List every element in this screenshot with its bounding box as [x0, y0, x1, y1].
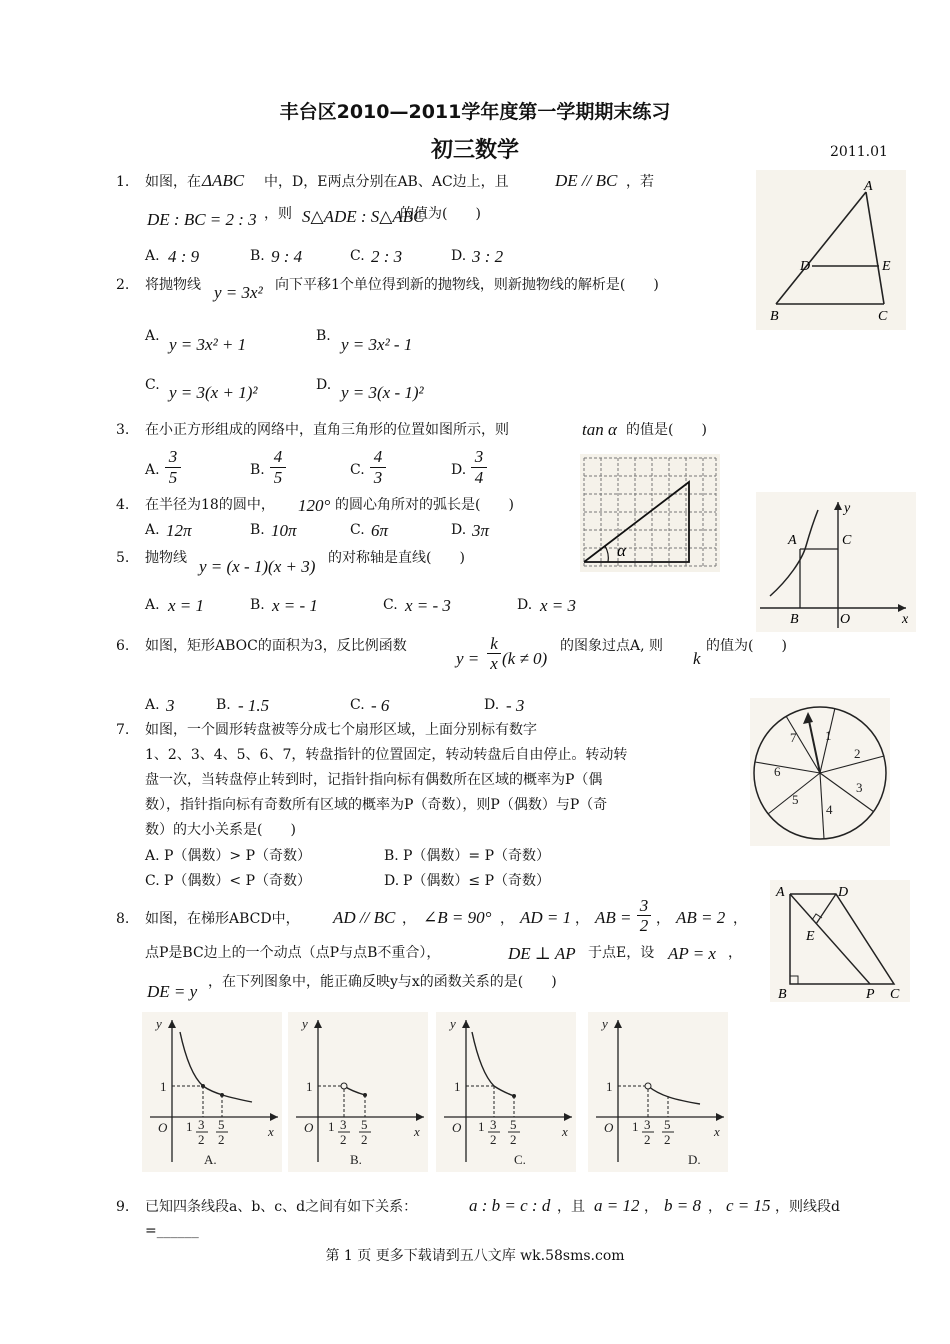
q8-graph-d: [588, 1012, 728, 1172]
q8d-one: 1: [606, 1079, 613, 1094]
q8-de: DE = y: [147, 982, 198, 1001]
q3-option-a-label: A.: [145, 462, 160, 478]
q9-answer-blank: =______: [145, 1223, 199, 1239]
q6-text: 如图，矩形ABOC的面积为3，反比例函数: [145, 638, 407, 654]
q8-ab2: AB = 2: [676, 908, 726, 927]
q6-option-a: 3: [166, 696, 175, 715]
q8-sep-5: ，: [733, 911, 747, 927]
q1-text-b: 中，D，E两点分别在AB、AC边上，且: [264, 174, 509, 190]
q6-option-d-label: D.: [484, 697, 500, 713]
q7-sector-2: 2: [854, 746, 861, 761]
q8c-tick-one: 1: [478, 1119, 485, 1134]
q9-text-c: ，则线段d: [775, 1199, 840, 1215]
q8b-t1n: 3: [340, 1117, 347, 1132]
q1-option-d: 3 : 2: [472, 247, 504, 266]
q8c-one: 1: [454, 1079, 461, 1094]
q6-text-c: 的值为( ): [706, 638, 787, 654]
q7-option-c: P（偶数）< P（奇数）: [164, 873, 312, 889]
q1-option-d-label: D.: [451, 248, 467, 264]
q8a-one: 1: [160, 1079, 167, 1094]
q2-option-c: y = 3(x + 1)²: [169, 383, 258, 402]
q2-number: 2.: [116, 277, 130, 293]
q8-label-c: C: [890, 987, 900, 1002]
q5-option-c-label: C.: [383, 597, 398, 613]
q8a-caption: A.: [204, 1152, 217, 1167]
q7-option-b-label: B.: [384, 848, 399, 864]
q1-label-a: A: [864, 179, 873, 194]
q7-line-5: 数）的大小关系是( ): [145, 822, 296, 838]
q3-option-a: 3 5: [165, 447, 181, 488]
q8-text: 如图，在梯形ABCD中，: [145, 911, 300, 927]
q7-sector-1: 1: [825, 728, 832, 743]
exam-date: 2011.01: [830, 144, 888, 160]
q4-option-b-label: B.: [250, 522, 265, 538]
q5-option-a: x = 1: [168, 596, 205, 615]
q8d-t1n: 3: [644, 1117, 651, 1132]
q3-option-d: 3 4: [471, 447, 487, 488]
q9-text: 已知四条线段a、b、c、d之间有如下关系：: [145, 1199, 418, 1215]
q3-option-d-label: D.: [451, 462, 467, 478]
q8b-t2n: 5: [361, 1117, 368, 1132]
q9-sep-2: ，: [708, 1199, 722, 1215]
q8a-o: O: [158, 1120, 168, 1135]
q6-label-b: B: [790, 612, 799, 627]
q7-option-a: P（偶数）> P（奇数）: [164, 848, 312, 864]
q5-option-d-label: D.: [517, 597, 533, 613]
q8a-t2n: 5: [218, 1117, 225, 1132]
q8c-t1n: 3: [490, 1117, 497, 1132]
q8-perp: DE ⊥ AP: [508, 944, 576, 963]
q8a-t1n: 3: [198, 1117, 205, 1132]
q8-ab-fraction: 3 2: [637, 896, 651, 935]
q6-label-y: y: [844, 501, 851, 516]
q6-option-a-label: A.: [145, 697, 160, 713]
q8-angle: ∠B = 90°: [423, 908, 492, 927]
q7-option-d: P（偶数）≤ P（奇数）: [403, 873, 551, 889]
q1-label-d: D: [800, 259, 811, 274]
q1-text: 如图，在: [145, 174, 201, 190]
q7-sector-6: 6: [774, 764, 781, 779]
q8-label-d: D: [838, 885, 849, 900]
q8c-t2n: 5: [510, 1117, 517, 1132]
q8c-t2d: 2: [510, 1132, 517, 1147]
q7-line-3: 盘一次，当转盘停止转到时，记指针指向标有偶数所在区域的概率为P（偶: [145, 772, 603, 788]
q1-option-c: 2 : 3: [371, 247, 403, 266]
q8b-o: O: [304, 1120, 314, 1135]
q2-option-a-label: A.: [145, 328, 160, 344]
q4-option-d-label: D.: [451, 522, 467, 538]
q7-sector-7: 7: [790, 730, 797, 745]
q7-spinner-figure: [750, 698, 890, 846]
q4-text: 在半径为18的圆中，: [145, 497, 275, 513]
q8d-t2d: 2: [664, 1132, 671, 1147]
q9-ratio: a : b = c : d: [469, 1196, 551, 1215]
q7-option-a-label: A.: [145, 848, 160, 864]
q2-option-a: y = 3x² + 1: [169, 335, 247, 354]
q8b-y: y: [302, 1016, 308, 1031]
q7-number: 7.: [116, 722, 130, 738]
q8b-t1d: 2: [340, 1132, 347, 1147]
q5-option-b: x = - 1: [272, 596, 318, 615]
q4-text-b: 的圆心角所对的弧长是( ): [335, 497, 514, 513]
q6-label-c: C: [842, 533, 852, 548]
q7-line-1: 如图，一个圆形转盘被等分成七个扇形区域，上面分别标有数字: [145, 722, 537, 738]
q1-triangle: ΔABC: [202, 171, 245, 190]
q9-number: 9.: [116, 1199, 130, 1215]
q3-alpha-label: α: [617, 541, 626, 560]
q4-number: 4.: [116, 497, 130, 513]
q8c-caption: C.: [514, 1152, 526, 1167]
q8-text-4: ，在下列图象中，能正确反映y与x的函数关系的是( ): [208, 974, 557, 990]
q6-label-o: O: [840, 612, 851, 627]
q8-graph-b: [288, 1012, 428, 1172]
q1-text-c: ，若: [626, 174, 654, 190]
q1-text-d: ，则: [264, 206, 292, 222]
q8-ab-lhs: AB =: [595, 908, 632, 927]
q5-number: 5.: [116, 550, 130, 566]
q5-expr: y = (x - 1)(x + 3): [199, 557, 316, 576]
q4-option-c-label: C.: [350, 522, 365, 538]
q1-option-b-label: B.: [250, 248, 265, 264]
q8-graph-c: [436, 1012, 576, 1172]
q8b-x: x: [414, 1124, 420, 1139]
q6-option-c-label: C.: [350, 697, 365, 713]
q5-text: 抛物线: [145, 550, 187, 566]
q8c-x: x: [562, 1124, 568, 1139]
q8-text-2: 点P是BC边上的一个动点（点P与点B不重合），: [145, 945, 441, 961]
q8-graph-a: [142, 1012, 282, 1172]
q8-trapezoid-figure: [770, 880, 910, 1002]
q2-text: 将抛物线: [145, 277, 201, 293]
q8c-y: y: [450, 1016, 456, 1031]
q6-text-b: 的图象过点A, 则: [560, 638, 664, 654]
q3-text-b: 的值是( ): [626, 422, 707, 438]
q6-expr-k: k: [693, 649, 701, 668]
q4-option-a-label: A.: [145, 522, 160, 538]
q4-option-b: 10π: [271, 521, 297, 540]
q8-label-p: P: [866, 987, 875, 1002]
q2-option-d: y = 3(x - 1)²: [341, 383, 424, 402]
q6-option-b: - 1.5: [238, 696, 270, 715]
q8-label-e: E: [806, 929, 815, 944]
q2-expr: y = 3x²: [214, 283, 263, 302]
q1-number: 1.: [116, 174, 130, 190]
q2-option-b-label: B.: [316, 328, 331, 344]
q3-number: 3.: [116, 422, 130, 438]
q8c-t1d: 2: [490, 1132, 497, 1147]
q8-sep-6: ，: [728, 945, 742, 961]
q6-option-d: - 3: [506, 696, 525, 715]
q9-c: c = 15: [726, 1196, 771, 1215]
q3-grid-figure: [580, 454, 720, 572]
q8-ad: AD = 1: [520, 908, 572, 927]
q5-option-c: x = - 3: [405, 596, 451, 615]
q8a-t1d: 2: [198, 1132, 205, 1147]
q3-expr: tan α: [582, 420, 617, 439]
q4-option-a: 12π: [166, 521, 192, 540]
q8b-tick-one: 1: [328, 1119, 335, 1134]
q1-label-c: C: [878, 309, 888, 324]
page-footer: 第 1 页 更多下载请到五八文库 wk.58sms.com: [325, 1248, 625, 1264]
q3-text: 在小正方形组成的网络中，直角三角形的位置如图所示，则: [145, 422, 509, 438]
q8-label-a: A: [776, 885, 785, 900]
q1-text-e: 的值为( ): [400, 206, 481, 222]
q7-option-b: P（偶数）= P（奇数）: [403, 848, 551, 864]
q2-option-b: y = 3x² - 1: [341, 335, 413, 354]
q8b-t2d: 2: [361, 1132, 368, 1147]
q8-sep-4: ，: [656, 911, 670, 927]
q9-text-b: ，且: [557, 1199, 585, 1215]
q1-areas: S△ADE : S△ABC: [302, 207, 425, 226]
q3-option-c-label: C.: [350, 462, 365, 478]
q2-text-b: 向下平移1个单位得到新的抛物线，则新抛物线的解析是( ): [275, 277, 659, 293]
q1-option-a: 4 : 9: [168, 247, 200, 266]
q8d-x: x: [714, 1124, 720, 1139]
q6-number: 6.: [116, 638, 130, 654]
q2-option-c-label: C.: [145, 377, 160, 393]
q8a-y: y: [156, 1016, 162, 1031]
q4-option-d: 3π: [472, 521, 490, 540]
q1-triangle-figure: [756, 170, 906, 330]
q6-expr-lhs: y =: [456, 649, 480, 668]
q5-option-d: x = 3: [540, 596, 577, 615]
q8d-t2n: 5: [664, 1117, 671, 1132]
q8d-y: y: [602, 1016, 608, 1031]
q7-sector-4: 4: [826, 802, 833, 817]
q4-expr: 120°: [298, 496, 331, 515]
q8-number: 8.: [116, 911, 130, 927]
q7-line-2: 1、2、3、4、5、6、7，转盘指针的位置固定，转动转盘后自由停止。转动转: [145, 747, 628, 763]
q9-b: b = 8: [664, 1196, 701, 1215]
q8-sep-1: ，: [402, 911, 416, 927]
q3-option-b-label: B.: [250, 462, 265, 478]
q5-text-b: 的对称轴是直线( ): [328, 550, 465, 566]
q6-label-a: A: [788, 533, 797, 548]
q2-option-d-label: D.: [316, 377, 332, 393]
q1-parallel: DE // BC: [555, 171, 618, 190]
q1-label-b: B: [770, 309, 779, 324]
q6-option-b-label: B.: [216, 697, 231, 713]
q1-option-c-label: C.: [350, 248, 365, 264]
q7-option-d-label: D.: [384, 873, 400, 889]
q1-option-a-label: A.: [145, 248, 160, 264]
q8a-x: x: [268, 1124, 274, 1139]
q9-sep-1: ，: [644, 1199, 658, 1215]
q6-expr-rhs: (k ≠ 0): [502, 649, 548, 668]
q8-text-3: 于点E，设: [588, 945, 655, 961]
q6-expr-frac: k x: [487, 634, 501, 673]
q8b-caption: B.: [350, 1152, 362, 1167]
q8-label-b: B: [778, 987, 787, 1002]
q8d-tick-one: 1: [632, 1119, 639, 1134]
q8d-caption: D.: [688, 1152, 701, 1167]
q5-option-b-label: B.: [250, 597, 265, 613]
q7-line-4: 数），指针指向标有奇数所有区域的概率为P（奇数），则P（偶数）与P（奇: [145, 797, 608, 813]
q8-sep-3: ，: [575, 911, 589, 927]
q1-ratio: DE : BC = 2 : 3: [147, 210, 257, 229]
q1-option-b: 9 : 4: [271, 247, 303, 266]
q3-option-c: 4 3: [370, 447, 386, 488]
q7-option-c-label: C.: [145, 873, 160, 889]
q8d-t1d: 2: [644, 1132, 651, 1147]
q9-a: a = 12: [594, 1196, 640, 1215]
q3-option-b: 4 5: [270, 447, 286, 488]
q8a-tick-one: 1: [186, 1119, 193, 1134]
q6-hyperbola-figure: [756, 492, 916, 632]
q8-ap: AP = x: [668, 944, 716, 963]
q8d-o: O: [604, 1120, 614, 1135]
q8c-o: O: [452, 1120, 462, 1135]
page-subtitle: 初三数学: [430, 138, 519, 163]
q8-sep-2: ，: [500, 911, 514, 927]
page-title: 丰台区2010—2011学年度第一学期期末练习: [279, 101, 671, 123]
q7-sector-5: 5: [792, 792, 799, 807]
q8-parallel: AD // BC: [333, 908, 396, 927]
q7-sector-3: 3: [856, 780, 863, 795]
q1-label-e: E: [882, 259, 891, 274]
q6-option-c: - 6: [371, 696, 390, 715]
q6-label-x: x: [902, 612, 909, 627]
q8b-one: 1: [306, 1079, 313, 1094]
q4-option-c: 6π: [371, 521, 389, 540]
q8a-t2d: 2: [218, 1132, 225, 1147]
q5-option-a-label: A.: [145, 597, 160, 613]
